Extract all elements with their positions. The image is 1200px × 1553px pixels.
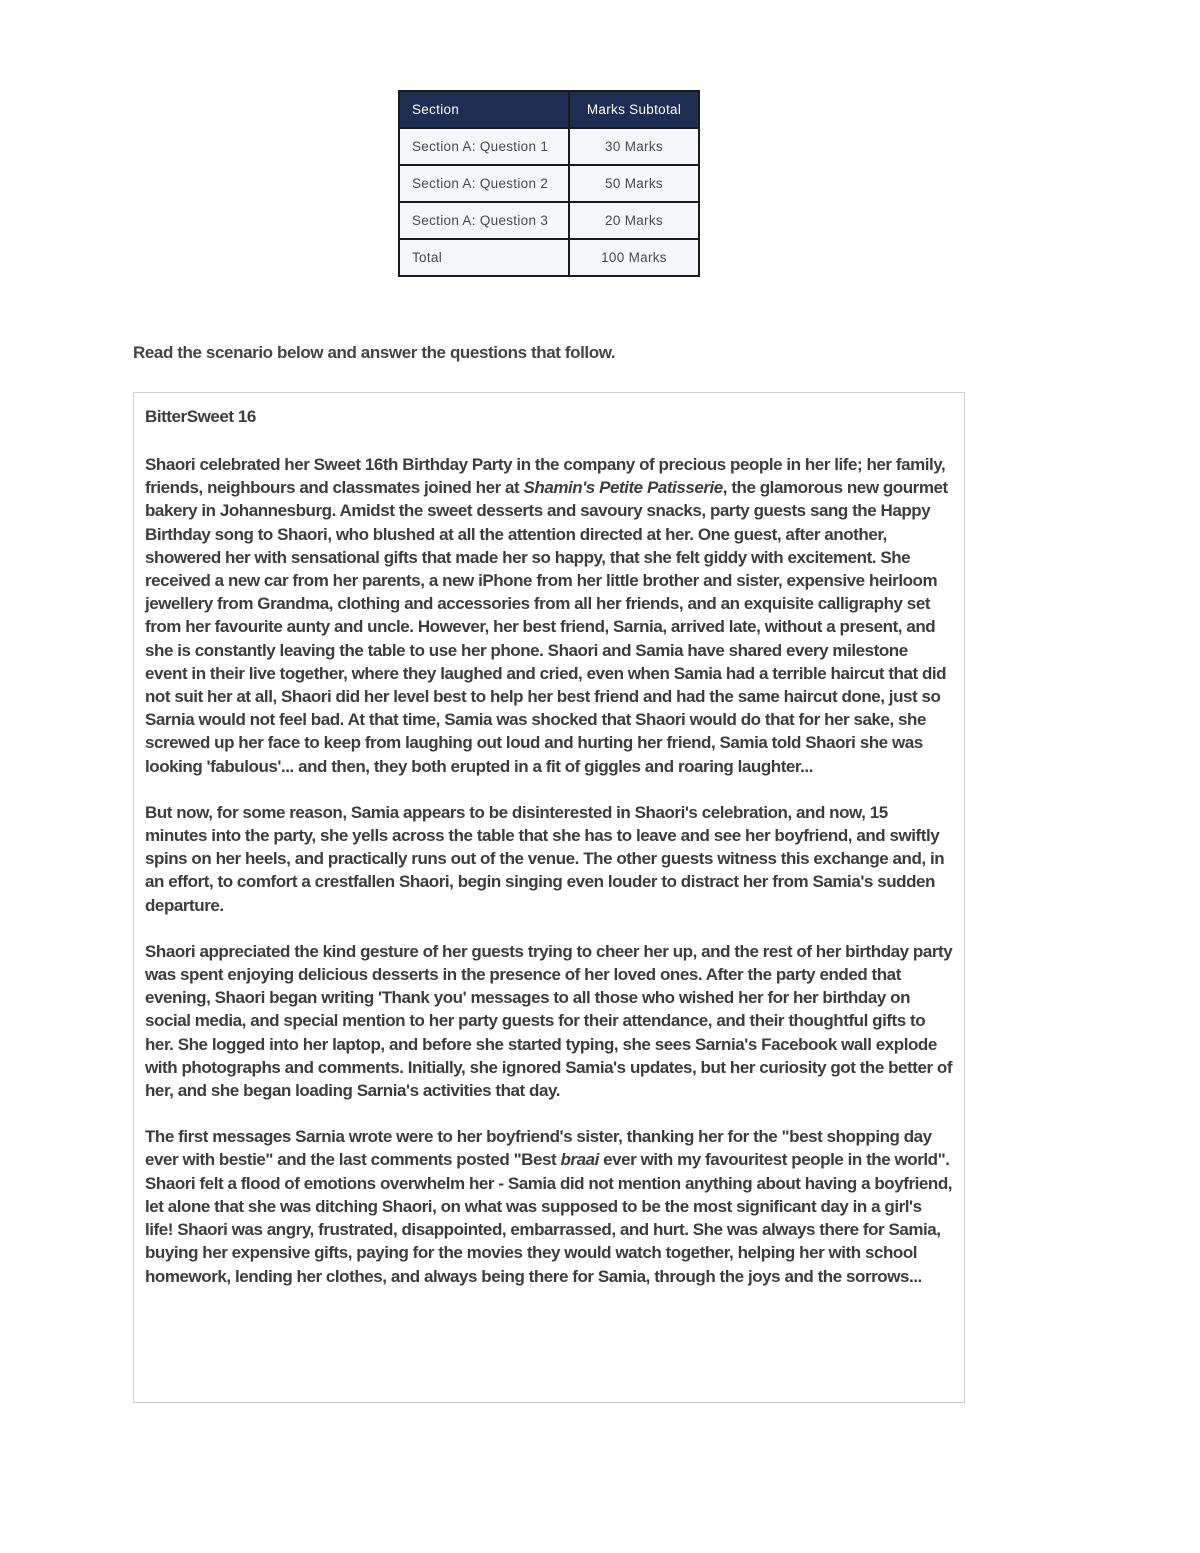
table-row-total: [399, 239, 699, 276]
scenario-paragraph-3: Shaori appreciated the kind gesture of her guests trying to cheer her up, and the rest of her birthday party was spent enjoying delicious desserts in the presence of her loved ones. After the party ended that evening, Shaori began writing 'Thank you' messages to all those who wished her for her birthday on social media, and special mention to her party guests for their attendance, and their thoughtful gifts to her. She logged into her laptop, and before she started typing, she sees Sarnia's Facebook wall explode with photographs and comments. Initially, she ignored Samia's updates, but her curiosity got the better of her, and she began loading Sarnia's activities that day.: [145, 941, 953, 1101]
table-header-row: [399, 91, 699, 128]
scenario-paragraph-2: But now, for some reason, Samia appears to be disinterested in Shaori's celebration, and now, 15 minutes into the party, she yells across the table that she has to leave and see her boyfriend, and swiftly spins on her heels, and practically runs out of the venue. The other guests witness this exchange and, in an effort, to comfort a crestfallen Shaori, begin singing even louder to distract her from Samia's sudden departure.: [145, 802, 945, 915]
cell-marks: 50 Marks: [569, 165, 699, 202]
cell-marks: 30 Marks: [569, 128, 699, 165]
p1-text-a: Shaori celebrated her Sweet 16th Birthday Party in the company of precious people in her life; her family, friends, neighbours and classmates joined her at: [145, 455, 946, 498]
cell-section: Section A: Question 3: [399, 202, 569, 239]
cell-marks: 100 Marks: [569, 239, 699, 276]
cell-section: Section A: Question 1: [399, 128, 569, 165]
braai-word: braai: [560, 1150, 599, 1170]
marks-table: [398, 90, 700, 277]
header-marks-subtotal: Marks Subtotal: [569, 91, 699, 128]
p4-text-a: The first messages Sarnia wrote were to her boyfriend's sister, thanking her for the "best shopping day ever with bestie" and the last comments posted "Best: [145, 1127, 932, 1170]
cell-section: Section A: Question 2: [399, 165, 569, 202]
scenario-title: BitterSweet 16: [145, 407, 256, 426]
venue-name: Shamin's Petite Patisserie: [523, 478, 723, 498]
scenario-paragraph-4: [145, 1125, 953, 1287]
p4-text-b: ever with my favouritest people in the world". Shaori felt a flood of emotions overwhelm her - Samia did not mention anything about having a boyfriend, let alone that she was ditching Shaori, on what was supposed to be the most significant day in a girl's life! Shaori was angry, frustrated, disappointed, embarrassed, and hurt. She was always there for Samia, buying her expensive gifts, paying for the movies they would watch together, helping her with school homework, lending her clothes, and always being there for Samia, through the joys and the sorrows...: [145, 1150, 953, 1286]
cell-section: Total: [399, 239, 569, 276]
header-section: Section: [399, 91, 569, 128]
table-row: [399, 202, 699, 239]
table-row: [399, 165, 699, 202]
scenario-paragraph-1: [145, 453, 953, 778]
table-row: [399, 128, 699, 165]
p1-text-b: , the glamorous new gourmet bakery in Johannesburg. Amidst the sweet desserts and savoury snacks, party guests sang the Happy Birthday song to Shaori, who blushed at all the attention directed at her. One guest, after another, showered her with sensational gifts that made her so happy, that she felt giddy with excitement. She received a new car from her parents, a new iPhone from her little brother and sister, expensive heirloom jewellery from Grandma, clothing and accessories from all her friends, and an exquisite calligraphy set from her favourite aunty and uncle. However, her best friend, Sarnia, arrived late, without a present, and she is constantly leaving the table to use her phone. Shaori and Samia have shared every milestone event in their live together, where they laughed and cried, even when Samia had a terrible haircut that did not suit her at all, Shaori did her level best to help her best friend and had the same haircut done, just so Sarnia would not feel bad. At that time, Samia was shocked that Shaori would do that for her sake, she screwed up her face to keep from laughing out loud and hurting her friend, Samia told Shaori she was looking 'fabulous'... and then, they both erupted in a fit of giggles and roaring laughter...: [145, 478, 948, 776]
intro-instruction: Read the scenario below and answer the questions that follow.: [133, 343, 616, 362]
cell-marks: 20 Marks: [569, 202, 699, 239]
scenario-box: [133, 392, 965, 1403]
